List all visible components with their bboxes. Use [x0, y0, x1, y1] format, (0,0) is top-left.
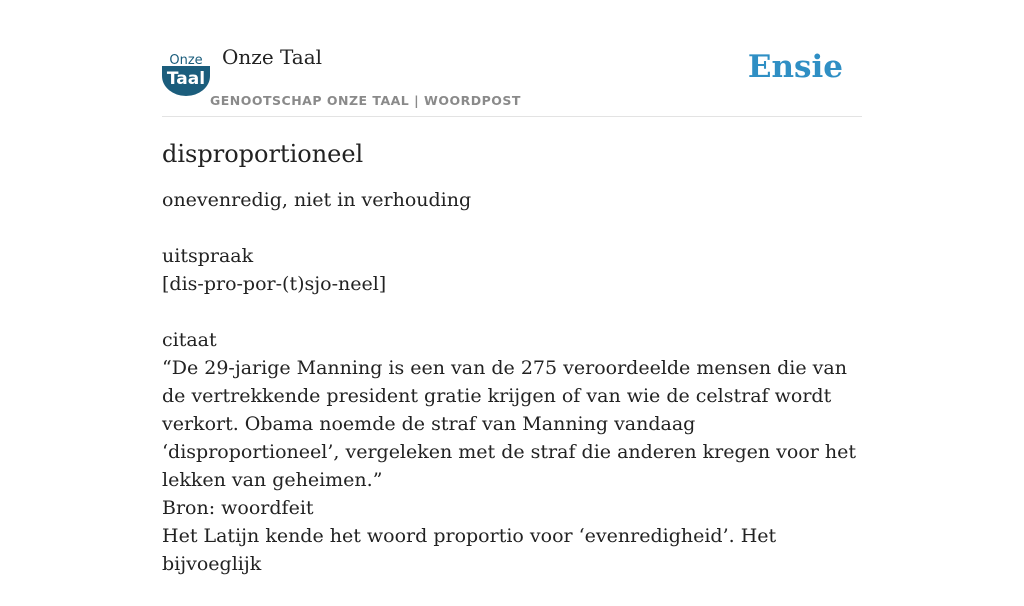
site-subtitle: GENOOTSCHAP ONZE TAAL | WOORDPOST: [210, 93, 521, 108]
pronunciation-value: [dis-pro-por-(t)sjo-neel]: [162, 273, 387, 295]
pronunciation-section: [162, 242, 864, 298]
ensie-brand-link[interactable]: Ensie: [747, 49, 843, 85]
entry-content: [162, 136, 864, 606]
quote-source: Bron: woordfeit: [162, 497, 314, 519]
pronunciation-label: uitspraak: [162, 245, 254, 267]
quote-label: citaat: [162, 329, 217, 351]
site-name[interactable]: Onze Taal: [222, 45, 323, 69]
quote-text: “De 29-jarige Manning is een van de 275 veroordeelde mensen die van de vertrekkende president gratie krijgen of van wie de celstraf wordt verkort. Obama noemde de straf van Manning vandaag ‘disproportioneel’, vergeleken met de straf die anderen kregen voor het lekken van geheimen.”: [162, 357, 857, 491]
quote-section: [162, 326, 864, 578]
entry-definition: onevenredig, niet in verhouding: [162, 189, 472, 211]
logo-bottom-text: Taal: [166, 69, 206, 89]
logo-top-text: Onze: [169, 53, 203, 68]
onze-taal-logo[interactable]: [162, 52, 210, 96]
site-header: [162, 40, 862, 117]
entry-title: disproportioneel: [162, 140, 364, 168]
etymology-text: Het Latijn kende het woord proportio voor ‘evenredigheid’. Het bijvoeglijk: [162, 525, 777, 575]
